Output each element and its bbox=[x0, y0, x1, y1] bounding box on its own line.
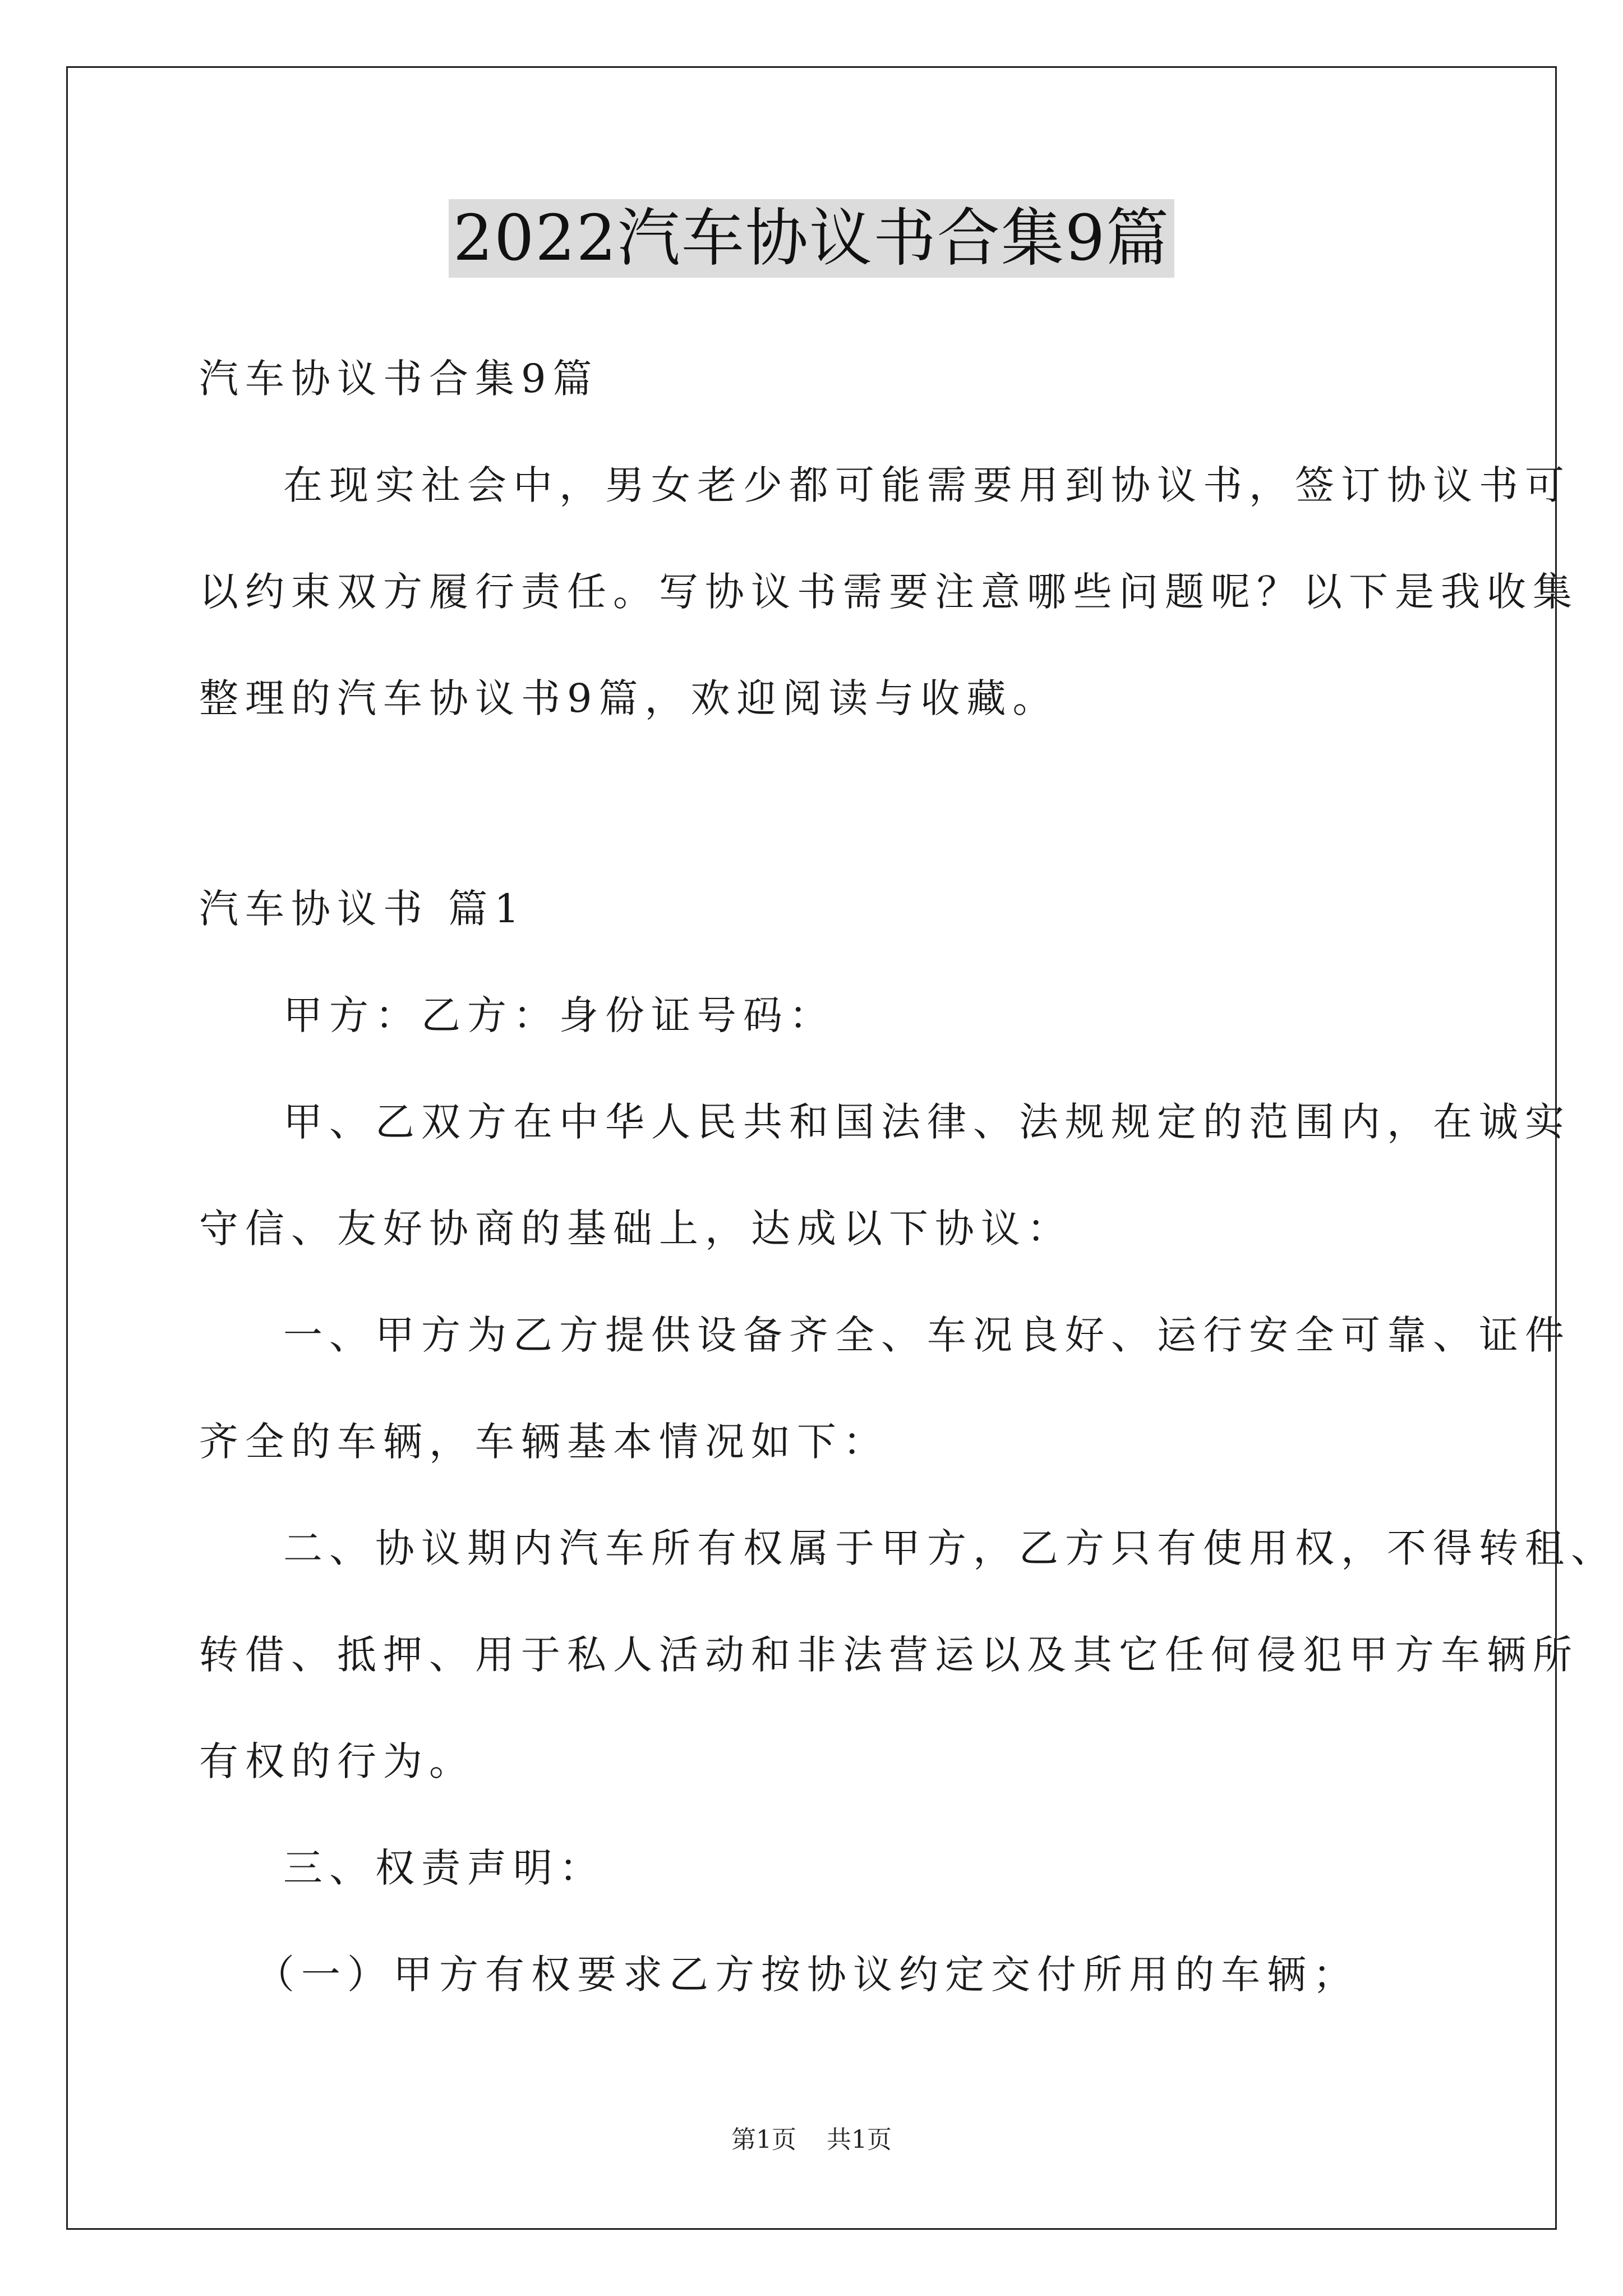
title-container bbox=[0, 199, 1623, 278]
clause-two-line: 转借、抵押、用于私人活动和非法营运以及其它任何侵犯甲方车辆所 bbox=[199, 1632, 1579, 1678]
clause-two-line: 有权的行为。 bbox=[199, 1738, 475, 1784]
sub-clause-line: （一）甲方有权要求乙方按协议约定交付所用的车辆； bbox=[255, 1952, 1359, 1998]
intro-paragraph-line: 在现实社会中，男女老少都可能需要用到协议书，签订协议书可 bbox=[283, 462, 1571, 508]
page-number-current: 第1页 bbox=[731, 2125, 796, 2154]
page-number-total: 共1页 bbox=[827, 2125, 892, 2154]
intro-paragraph-line: 整理的汽车协议书9篇，欢迎阅读与收藏。 bbox=[199, 675, 1059, 721]
document-title: 2022汽车协议书合集9篇 bbox=[449, 199, 1174, 278]
clause-one-line: 一、甲方为乙方提供设备齐全、车况良好、运行安全可靠、证件 bbox=[283, 1312, 1571, 1358]
page-footer bbox=[0, 2123, 1623, 2157]
party-line: 甲方：乙方：身份证号码： bbox=[283, 992, 835, 1038]
clause-one-line: 齐全的车辆，车辆基本情况如下： bbox=[199, 1419, 889, 1465]
body-paragraph-line: 守信、友好协商的基础上，达成以下协议： bbox=[199, 1205, 1073, 1251]
section-heading: 汽车协议书 篇1 bbox=[199, 886, 526, 932]
clause-three-heading: 三、权责声明： bbox=[283, 1845, 605, 1891]
intro-paragraph-line: 以约束双方履行责任。写协议书需要注意哪些问题呢？以下是我收集 bbox=[199, 569, 1579, 615]
document-subtitle: 汽车协议书合集9篇 bbox=[199, 356, 599, 402]
clause-two-line: 二、协议期内汽车所有权属于甲方，乙方只有使用权，不得转租、 bbox=[283, 1525, 1617, 1571]
body-paragraph-line: 甲、乙双方在中华人民共和国法律、法规规定的范围内，在诚实 bbox=[283, 1099, 1571, 1145]
